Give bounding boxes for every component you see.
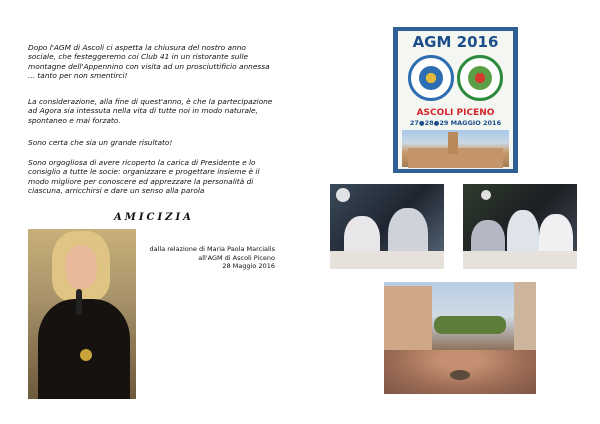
poster-townscape: [402, 130, 509, 167]
microphone-icon: [76, 289, 82, 315]
caption-line-1: dalla relazione di Maria Paola Marcialis: [149, 245, 275, 253]
lamp-light: [336, 188, 350, 202]
lamp-light: [481, 190, 491, 200]
club-emblem-icon: [408, 55, 454, 101]
medal-icon: [80, 349, 92, 361]
speaker-face: [65, 245, 97, 289]
agm-poster-photo: [393, 27, 518, 173]
dinner-photo-1: [330, 184, 444, 269]
caption-line-2: all'AGM di Ascoli Piceno: [198, 253, 275, 262]
piazza-photo: [384, 282, 536, 394]
poster-sheet: [398, 31, 513, 169]
building: [384, 286, 432, 360]
trees: [434, 316, 506, 334]
dinner-photo-2: [463, 184, 577, 269]
poster-tower: [448, 132, 458, 154]
agora-emblem-icon: [457, 55, 503, 101]
poster-city: ASCOLI PICENO: [416, 108, 495, 118]
amicizia-heading: AMICIZIA: [114, 212, 194, 223]
speaker-photo: [28, 229, 136, 399]
caption-line-3: 28 Maggio 2016: [222, 262, 275, 271]
table: [463, 251, 577, 269]
fountain: [450, 370, 470, 380]
president-paragraph: Sono orgogliosa di avere ricoperto la carica di Presidente e lo consiglio a tutte le socie: organizzare e progettare insieme è il modo migliore per conoscere ed apprezzare la personalità di ciascuna, arricchirsi e dare un senso alla parola: [28, 158, 260, 196]
photo-caption: [140, 245, 275, 271]
intro-paragraph: Dopo l'AGM di Ascoli ci aspetta la chiusura del nostro anno sociale, che festeggeremo coi Club 41 in un ristorante sulle montagne dell'Appennino con visita ad un prosciuttificio annessa ... tanto per non smentirci!: [28, 43, 270, 81]
poster-title: AGM 2016: [412, 33, 499, 51]
consideration-paragraph: La considerazione, alla fine di quest'anno, è che la partecipazione ad Agora sia intessuta nella vita di tutte noi in modo naturale, spontaneo e mai forzato.: [28, 97, 273, 125]
poster-dates: 27●28●29 MAGGIO 2016: [409, 119, 502, 127]
table: [330, 251, 444, 269]
result-paragraph: Sono certa che sia un grande risultato!: [28, 138, 173, 147]
